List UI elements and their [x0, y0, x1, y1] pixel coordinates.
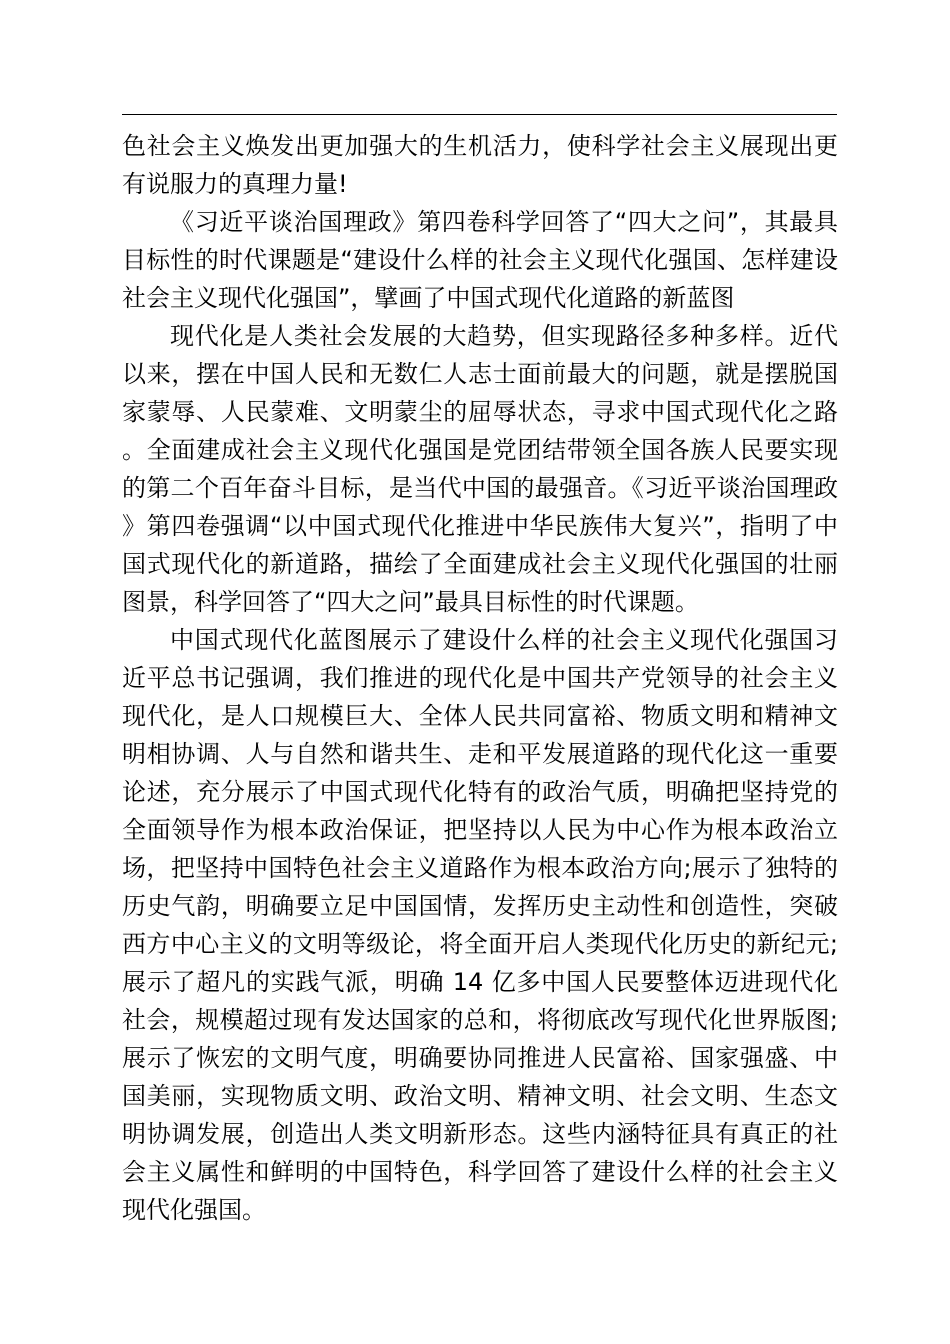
paragraph-modernization-trend: 现代化是人类社会发展的大趋势，但实现路径多种多样。近代以来，摆在中国人民和无数仁人志士面前最大的问题，就是摆脱国家蒙辱、人民蒙难、文明蒙尘的屈辱状态，寻求中国式现代化之路。全面建成社会主义现代化强国是党团结带领全国各族人民要实现的第二个百年奋斗目标，是当代中国的最强音。《习近平谈治国理政》第四卷强调“以中国式现代化推进中华民族伟大复兴”，指明了中国式现代化的新道路，描绘了全面建成社会主义现代化强国的壮丽图景，科学回答了“四大之问”最具目标性的时代课题。: [122, 322, 838, 616]
paragraph-blueprint: 中国式现代化蓝图展示了建设什么样的社会主义现代化强国习近平总书记强调，我们推进的现代化是中国共产党领导的社会主义现代化，是人口规模巨大、全体人民共同富裕、物质文明和精神文明相协调、人与自然和谐共生、走和平发展道路的现代化这一重要论述，充分展示了中国式现代化特有的政治气质，明确把坚持党的全面领导作为根本政治保证，把坚持以人民为中心作为根本政治立场，把坚持中国特色社会主义道路作为根本政治方向;展示了独特的历史气韵，明确要立足中国国情，发挥历史主动性和创造性，突破西方中心主义的文明等级论，将全面开启人类现代化历史的新纪元;展示了超凡的实践气派，明确 14 亿多中国人民要整体迈进现代化社会，规模超过现有发达国家的总和，将彻底改写现代化世界版图;展示了恢宏的文明气度，明确要协同推进人民富裕、国家强盛、中国美丽，实现物质文明、政治文明、精神文明、社会文明、生态文明协调发展，创造出人类文明新形态。这些内涵特征具有真正的社会主义属性和鲜明的中国特色，科学回答了建设什么样的社会主义现代化强国。: [122, 626, 838, 1224]
document-body: [122, 127, 838, 1229]
paragraph-four-questions: 《习近平谈治国理政》第四卷科学回答了“四大之问”，其最具目标性的时代课题是“建设什么样的社会主义现代化强国、怎样建设社会主义现代化强国”，擘画了中国式现代化道路的新蓝图: [122, 208, 838, 312]
paragraph-continuation: 色社会主义焕发出更加强大的生机活力，使科学社会主义展现出更有说服力的真理力量!: [122, 132, 838, 198]
header-rule: [122, 114, 837, 115]
